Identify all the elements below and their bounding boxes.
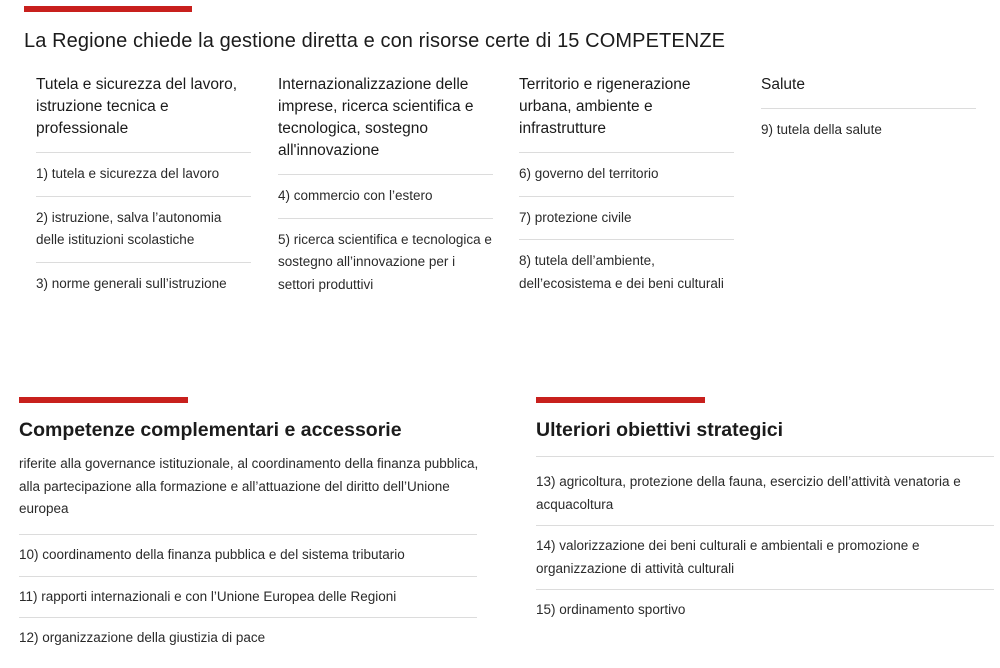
strategic-accent-bar [536, 397, 705, 403]
column-heading: Territorio e rigenerazione urbana, ambiente e infrastrutture [519, 74, 734, 153]
list-item: 4) commercio con l’estero [278, 175, 493, 219]
competence-column-territory [519, 74, 734, 305]
page-title: La Regione chiede la gestione diretta e con risorse certe di 15 COMPETENZE [24, 30, 726, 52]
list-item: 2) istruzione, salva l’autonomia delle istituzioni scolastiche [36, 197, 251, 263]
list-item: 11) rapporti internazionali e con l’Unione Europea delle Regioni [19, 577, 477, 619]
competence-column-health [761, 74, 976, 152]
list-item: 9) tutela della salute [761, 122, 882, 137]
list-item: 5) ricerca scientifica e tecnologica e sostegno all’innovazione per i settori produttivi [278, 231, 492, 292]
top-accent-bar [24, 6, 192, 12]
complementary-accent-bar [19, 397, 188, 403]
list-item: 8) tutela dell’ambiente, dell’ecosistema e dei beni culturali [519, 253, 724, 291]
list-item: 15) ordinamento sportivo [536, 602, 686, 617]
complementary-list [19, 534, 477, 659]
list-item: 7) protezione civile [519, 197, 734, 241]
competence-column-innovation [278, 74, 493, 306]
list-item: 14) valorizzazione dei beni culturali e ambientali e promozione e organizzazione di attività culturali [536, 526, 994, 590]
competence-column-work [36, 74, 251, 305]
strategic-title: Ulteriori obiettivi strategici [536, 419, 784, 441]
list-item: 6) governo del territorio [519, 153, 734, 197]
column-heading: Tutela e sicurezza del lavoro, istruzione tecnica e professionale [36, 74, 251, 153]
list-item: 1) tutela e sicurezza del lavoro [36, 153, 251, 197]
list-item: 10) coordinamento della finanza pubblica e del sistema tributario [19, 534, 477, 577]
complementary-title: Competenze complementari e accessorie [19, 419, 402, 441]
list-item: 12) organizzazione della giustizia di pace [19, 630, 266, 645]
column-heading: Internazionalizzazione delle imprese, ricerca scientifica e tecnologica, sostegno all'innovazione [278, 74, 493, 175]
list-item: 3) norme generali sull’istruzione [36, 275, 227, 291]
column-heading: Salute [761, 74, 976, 109]
list-item: 13) agricoltura, protezione della fauna, esercizio dell’attività venatoria e acquacoltura [536, 456, 994, 526]
strategic-list [536, 456, 994, 631]
complementary-description: riferite alla governance istituzionale, al coordinamento della finanza pubblica, alla partecipazione alla formazione e all’attuazione del diritto dell’Unione europea [19, 456, 479, 516]
